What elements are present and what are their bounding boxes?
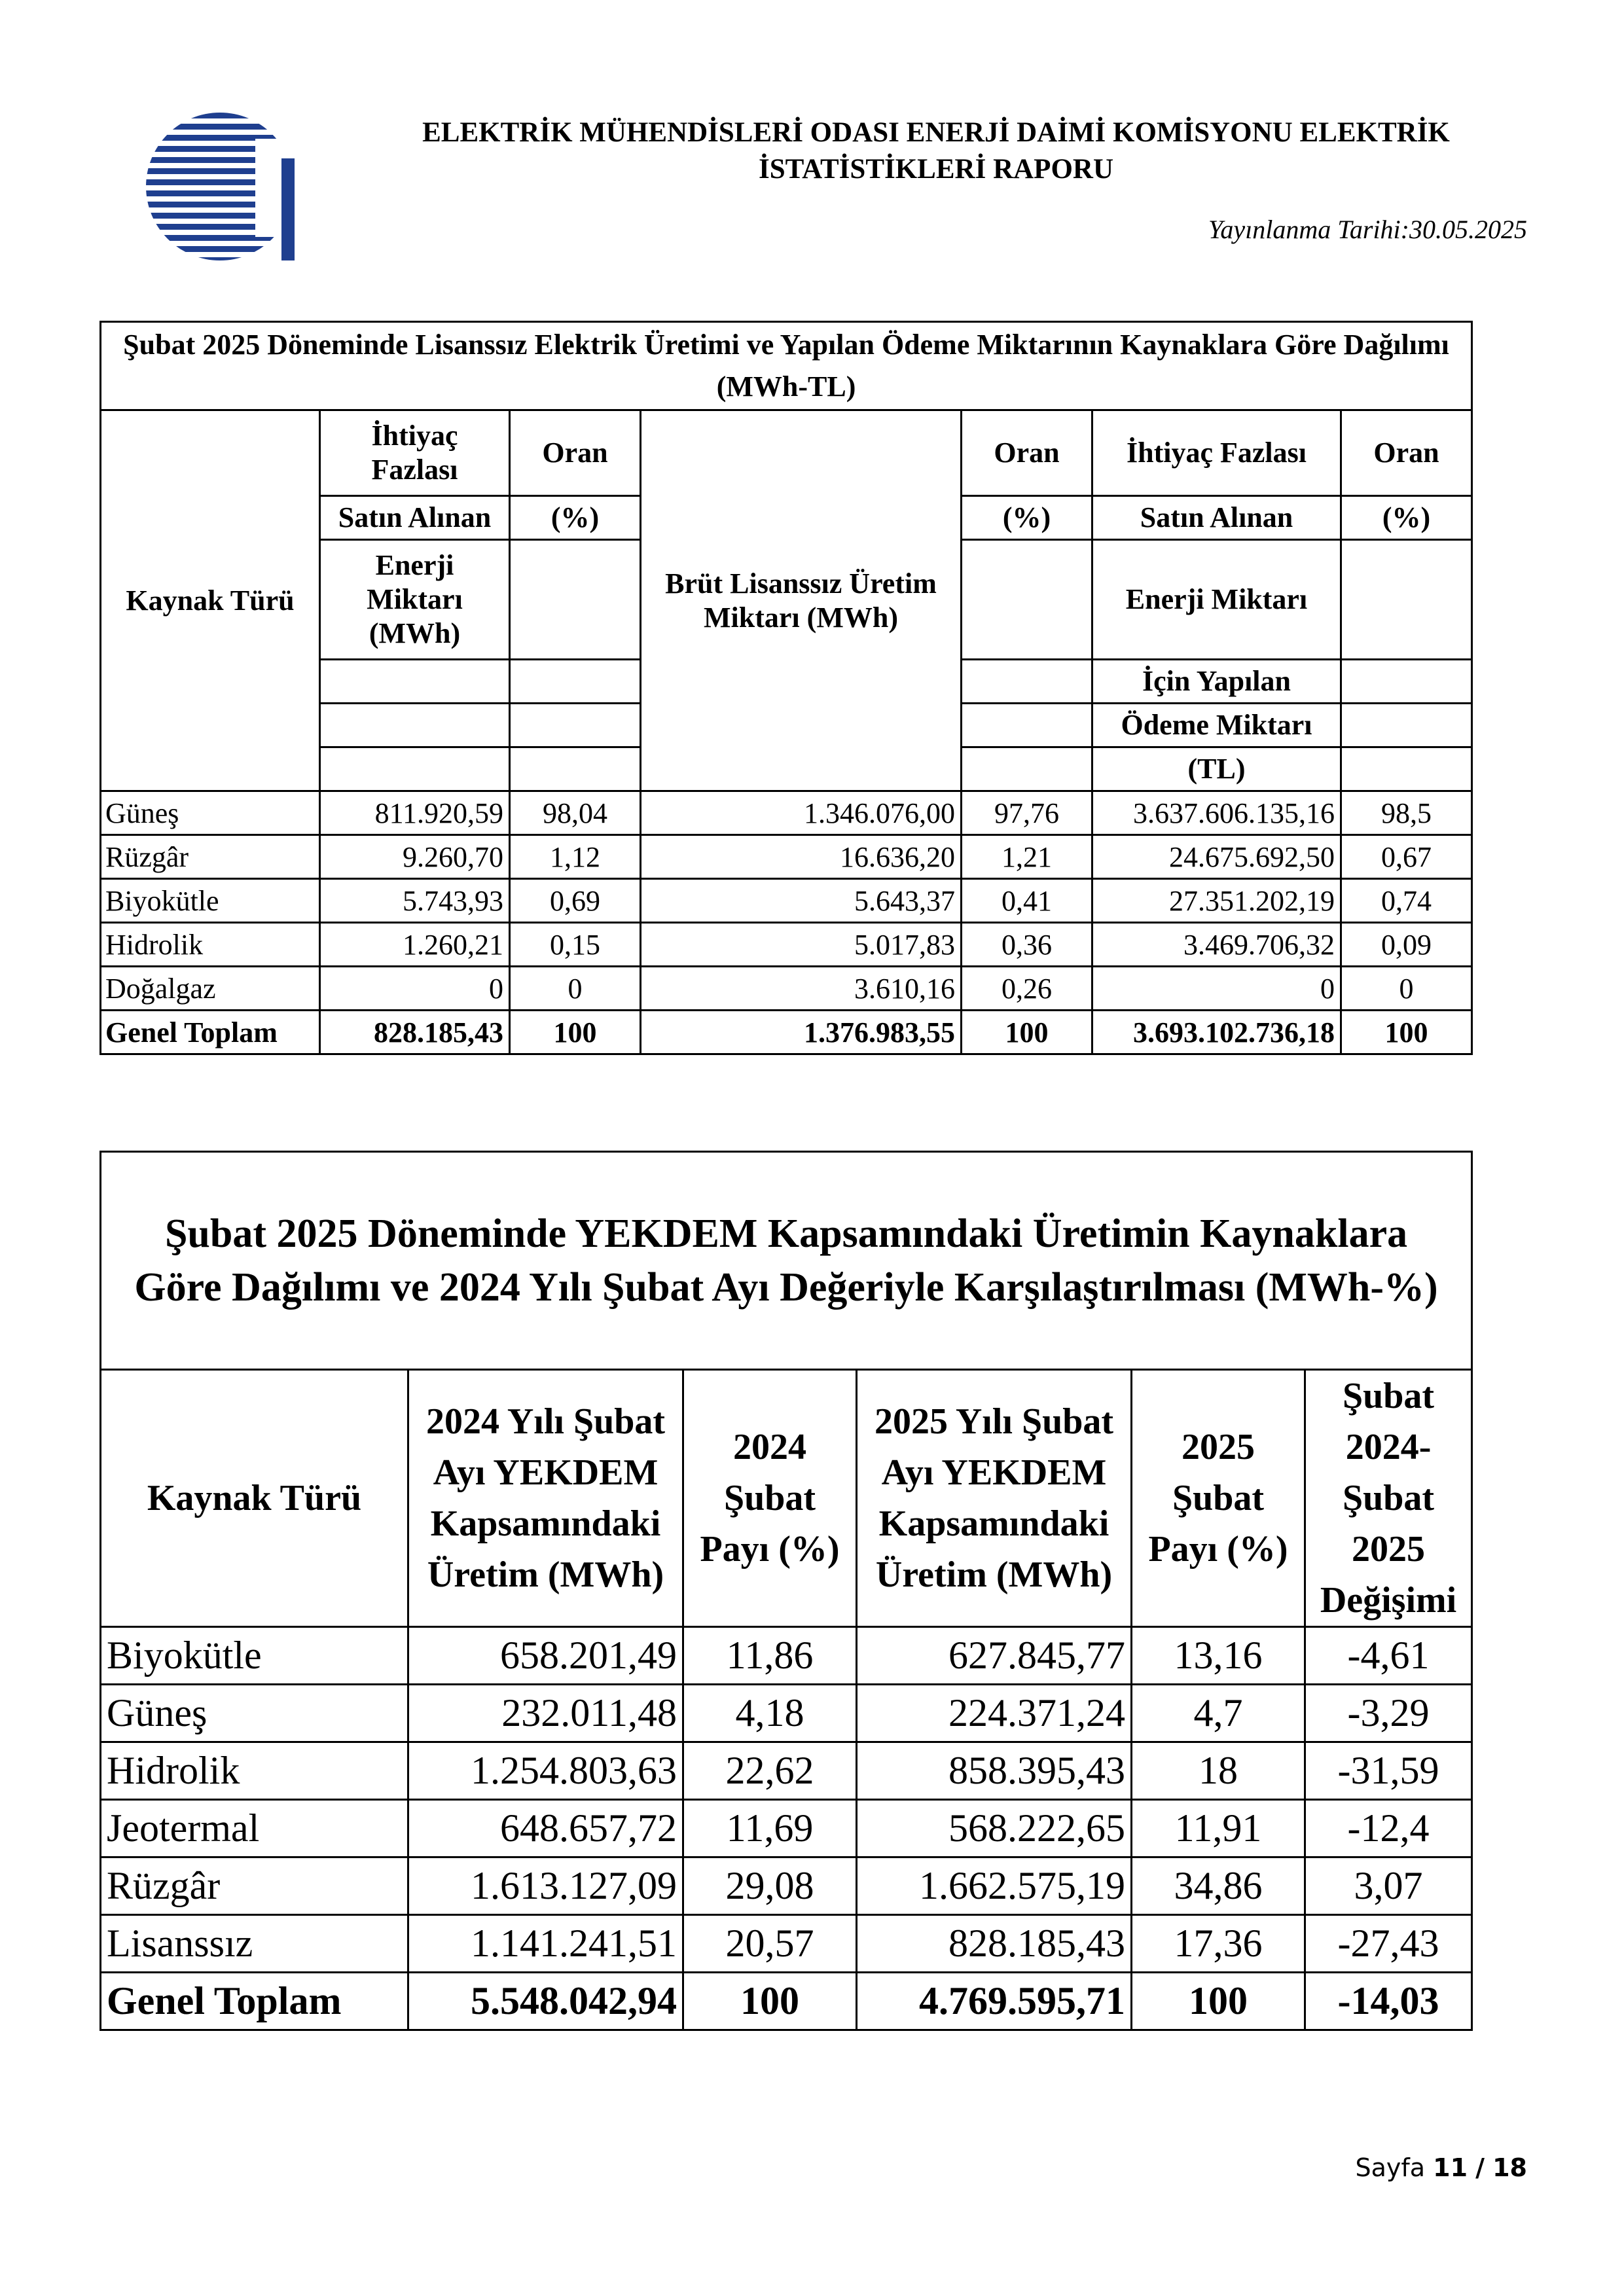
row-source: Genel Toplam bbox=[101, 1011, 320, 1054]
table1-header-for-paid: İçin Yapılan bbox=[1092, 660, 1341, 704]
cell-2024-production: 648.657,72 bbox=[408, 1800, 683, 1857]
cell-2024-production: 1.613.127,09 bbox=[408, 1857, 683, 1915]
cell-payment: 3.637.606.135,16 bbox=[1092, 791, 1341, 835]
cell-ratio3: 100 bbox=[1341, 1011, 1472, 1054]
cell-gross: 16.636,20 bbox=[641, 835, 962, 879]
table-row bbox=[101, 791, 1472, 835]
table1-header-ratio2: Oran bbox=[962, 410, 1092, 496]
table1-header-ratio1: Oran bbox=[510, 410, 641, 496]
table-row bbox=[101, 879, 1472, 923]
licenseless-production-table bbox=[99, 321, 1473, 1055]
table-total-row bbox=[101, 1011, 1472, 1054]
cell-ratio2: 1,21 bbox=[962, 835, 1092, 879]
cell-ratio3: 0 bbox=[1341, 967, 1472, 1011]
cell-energy: 9.260,70 bbox=[320, 835, 510, 879]
table1-header-purchased: Satın Alınan bbox=[320, 496, 510, 540]
table1-header-purchased-tl: Satın Alınan bbox=[1092, 496, 1341, 540]
table2-header-2025-share: 2025 Şubat Payı (%) bbox=[1132, 1370, 1305, 1627]
row-source: Genel Toplam bbox=[101, 1973, 408, 2030]
cell-2024-share: 29,08 bbox=[683, 1857, 857, 1915]
row-source: Hidrolik bbox=[101, 923, 320, 967]
cell-change: -31,59 bbox=[1305, 1742, 1472, 1800]
table2-header-2024-share: 2024 Şubat Payı (%) bbox=[683, 1370, 857, 1627]
cell-ratio3: 0,09 bbox=[1341, 923, 1472, 967]
table1-header-pct2: (%) bbox=[962, 496, 1092, 540]
cell-change: 3,07 bbox=[1305, 1857, 1472, 1915]
cell-ratio2: 97,76 bbox=[962, 791, 1092, 835]
row-source: Güneş bbox=[101, 1685, 408, 1742]
table1-header-surplus: İhtiyaç Fazlası bbox=[320, 410, 510, 496]
cell-gross: 1.376.983,55 bbox=[641, 1011, 962, 1054]
row-source: Rüzgâr bbox=[101, 835, 320, 879]
table1-header-pct1: (%) bbox=[510, 496, 641, 540]
row-source: Biyokütle bbox=[101, 879, 320, 923]
cell-2024-production: 1.141.241,51 bbox=[408, 1915, 683, 1973]
cell-2024-share: 22,62 bbox=[683, 1742, 857, 1800]
table2-header-2025-production: 2025 Yılı Şubat Ayı YEKDEM Kapsamındaki Üretim (MWh) bbox=[857, 1370, 1132, 1627]
cell-change: -14,03 bbox=[1305, 1973, 1472, 2030]
cell-2025-share: 17,36 bbox=[1132, 1915, 1305, 1973]
table2-header-2024-production: 2024 Yılı Şubat Ayı YEKDEM Kapsamındaki Üretim (MWh) bbox=[408, 1370, 683, 1627]
cell-2024-share: 11,69 bbox=[683, 1800, 857, 1857]
cell-ratio1: 0,69 bbox=[510, 879, 641, 923]
yekdem-production-table bbox=[99, 1151, 1473, 2031]
cell-2024-share: 4,18 bbox=[683, 1685, 857, 1742]
table1-header-gross: Brüt Lisanssız Üretim Miktarı (MWh) bbox=[641, 410, 962, 791]
cell-ratio3: 98,5 bbox=[1341, 791, 1472, 835]
cell-ratio1: 100 bbox=[510, 1011, 641, 1054]
row-source: Rüzgâr bbox=[101, 1857, 408, 1915]
table-row bbox=[101, 923, 1472, 967]
cell-change: -12,4 bbox=[1305, 1800, 1472, 1857]
table-row bbox=[101, 835, 1472, 879]
cell-2024-share: 100 bbox=[683, 1973, 857, 2030]
cell-ratio2: 0,26 bbox=[962, 967, 1092, 1011]
cell-2024-share: 11,86 bbox=[683, 1627, 857, 1685]
page-total: 18 bbox=[1492, 2153, 1527, 2182]
page-number bbox=[1355, 2153, 1527, 2182]
table-row bbox=[101, 1742, 1472, 1800]
cell-gross: 1.346.076,00 bbox=[641, 791, 962, 835]
row-source: Hidrolik bbox=[101, 1742, 408, 1800]
cell-2025-share: 4,7 bbox=[1132, 1685, 1305, 1742]
cell-energy: 1.260,21 bbox=[320, 923, 510, 967]
row-source: Doğalgaz bbox=[101, 967, 320, 1011]
cell-payment: 24.675.692,50 bbox=[1092, 835, 1341, 879]
cell-2024-share: 20,57 bbox=[683, 1915, 857, 1973]
table-row bbox=[101, 1685, 1472, 1742]
cell-payment: 0 bbox=[1092, 967, 1341, 1011]
cell-ratio2: 100 bbox=[962, 1011, 1092, 1054]
cell-2024-production: 5.548.042,94 bbox=[408, 1973, 683, 2030]
table1-header-payment: Ödeme Miktarı bbox=[1092, 704, 1341, 747]
cell-change: -27,43 bbox=[1305, 1915, 1472, 1973]
page-label: Sayfa bbox=[1355, 2153, 1426, 2182]
cell-2025-share: 18 bbox=[1132, 1742, 1305, 1800]
cell-energy: 0 bbox=[320, 967, 510, 1011]
report-title bbox=[340, 115, 1532, 188]
cell-ratio1: 98,04 bbox=[510, 791, 641, 835]
cell-2025-production: 627.845,77 bbox=[857, 1627, 1132, 1685]
table2-header-source: Kaynak Türü bbox=[101, 1370, 408, 1627]
table1-header-ratio3: Oran bbox=[1341, 410, 1472, 496]
cell-2025-share: 100 bbox=[1132, 1973, 1305, 2030]
report-title-line2: İSTATİSTİKLERİ RAPORU bbox=[758, 154, 1113, 185]
cell-energy: 811.920,59 bbox=[320, 791, 510, 835]
cell-gross: 3.610,16 bbox=[641, 967, 962, 1011]
row-source: Güneş bbox=[101, 791, 320, 835]
table2-title-line1: Şubat 2025 Döneminde YEKDEM Kapsamındaki Üretimin Kaynaklara bbox=[164, 1211, 1408, 1256]
cell-ratio3: 0,67 bbox=[1341, 835, 1472, 879]
table1-header-energy-mwh: Enerji Miktarı (MWh) bbox=[320, 540, 510, 660]
table-total-row bbox=[101, 1973, 1472, 2030]
table1-header-tl: (TL) bbox=[1092, 747, 1341, 791]
table2-title-line2: Göre Dağılımı ve 2024 Yılı Şubat Ayı Değeriyle Karşılaştırılması (MWh-%) bbox=[134, 1265, 1438, 1310]
cell-2025-production: 828.185,43 bbox=[857, 1915, 1132, 1973]
row-source: Biyokütle bbox=[101, 1627, 408, 1685]
cell-gross: 5.017,83 bbox=[641, 923, 962, 967]
cell-ratio1: 0,15 bbox=[510, 923, 641, 967]
cell-payment: 27.351.202,19 bbox=[1092, 879, 1341, 923]
cell-2025-production: 858.395,43 bbox=[857, 1742, 1132, 1800]
cell-change: -4,61 bbox=[1305, 1627, 1472, 1685]
cell-ratio1: 1,12 bbox=[510, 835, 641, 879]
row-source: Jeotermal bbox=[101, 1800, 408, 1857]
table2-header-change: Şubat 2024- Şubat 2025 Değişimi bbox=[1305, 1370, 1472, 1627]
publish-date: Yayınlanma Tarihi:30.05.2025 bbox=[1208, 215, 1527, 244]
cell-ratio3: 0,74 bbox=[1341, 879, 1472, 923]
cell-2024-production: 658.201,49 bbox=[408, 1627, 683, 1685]
cell-ratio2: 0,41 bbox=[962, 879, 1092, 923]
cell-energy: 5.743,93 bbox=[320, 879, 510, 923]
table-row bbox=[101, 967, 1472, 1011]
cell-2025-share: 13,16 bbox=[1132, 1627, 1305, 1685]
table-row bbox=[101, 1627, 1472, 1685]
emo-logo bbox=[145, 113, 295, 260]
cell-ratio1: 0 bbox=[510, 967, 641, 1011]
cell-2025-share: 34,86 bbox=[1132, 1857, 1305, 1915]
cell-energy: 828.185,43 bbox=[320, 1011, 510, 1054]
table2-title bbox=[101, 1152, 1472, 1370]
cell-2025-production: 4.769.595,71 bbox=[857, 1973, 1132, 2030]
page-separator: / bbox=[1475, 2153, 1485, 2182]
table-row bbox=[101, 1857, 1472, 1915]
table-row bbox=[101, 1915, 1472, 1973]
cell-change: -3,29 bbox=[1305, 1685, 1472, 1742]
table1-title: Şubat 2025 Döneminde Lisanssız Elektrik Üretimi ve Yapılan Ödeme Miktarının Kaynaklara Göre Dağılımı (MWh-TL) bbox=[101, 322, 1472, 410]
cell-2025-share: 11,91 bbox=[1132, 1800, 1305, 1857]
row-source: Lisanssız bbox=[101, 1915, 408, 1973]
table1-header-energy: Enerji Miktarı bbox=[1092, 540, 1341, 660]
cell-payment: 3.469.706,32 bbox=[1092, 923, 1341, 967]
cell-ratio2: 0,36 bbox=[962, 923, 1092, 967]
table1-header-surplus-tl: İhtiyaç Fazlası bbox=[1092, 410, 1341, 496]
cell-payment: 3.693.102.736,18 bbox=[1092, 1011, 1341, 1054]
cell-2025-production: 224.371,24 bbox=[857, 1685, 1132, 1742]
table-row bbox=[101, 1800, 1472, 1857]
cell-2025-production: 568.222,65 bbox=[857, 1800, 1132, 1857]
cell-gross: 5.643,37 bbox=[641, 879, 962, 923]
table1-header-pct3: (%) bbox=[1341, 496, 1472, 540]
cell-2024-production: 232.011,48 bbox=[408, 1685, 683, 1742]
table1-header-source: Kaynak Türü bbox=[101, 410, 320, 791]
cell-2024-production: 1.254.803,63 bbox=[408, 1742, 683, 1800]
report-title-line1: ELEKTRİK MÜHENDİSLERİ ODASI ENERJİ DAİMİ KOMİSYONU ELEKTRİK bbox=[422, 117, 1450, 148]
cell-2025-production: 1.662.575,19 bbox=[857, 1857, 1132, 1915]
page-current: 11 bbox=[1433, 2153, 1468, 2182]
